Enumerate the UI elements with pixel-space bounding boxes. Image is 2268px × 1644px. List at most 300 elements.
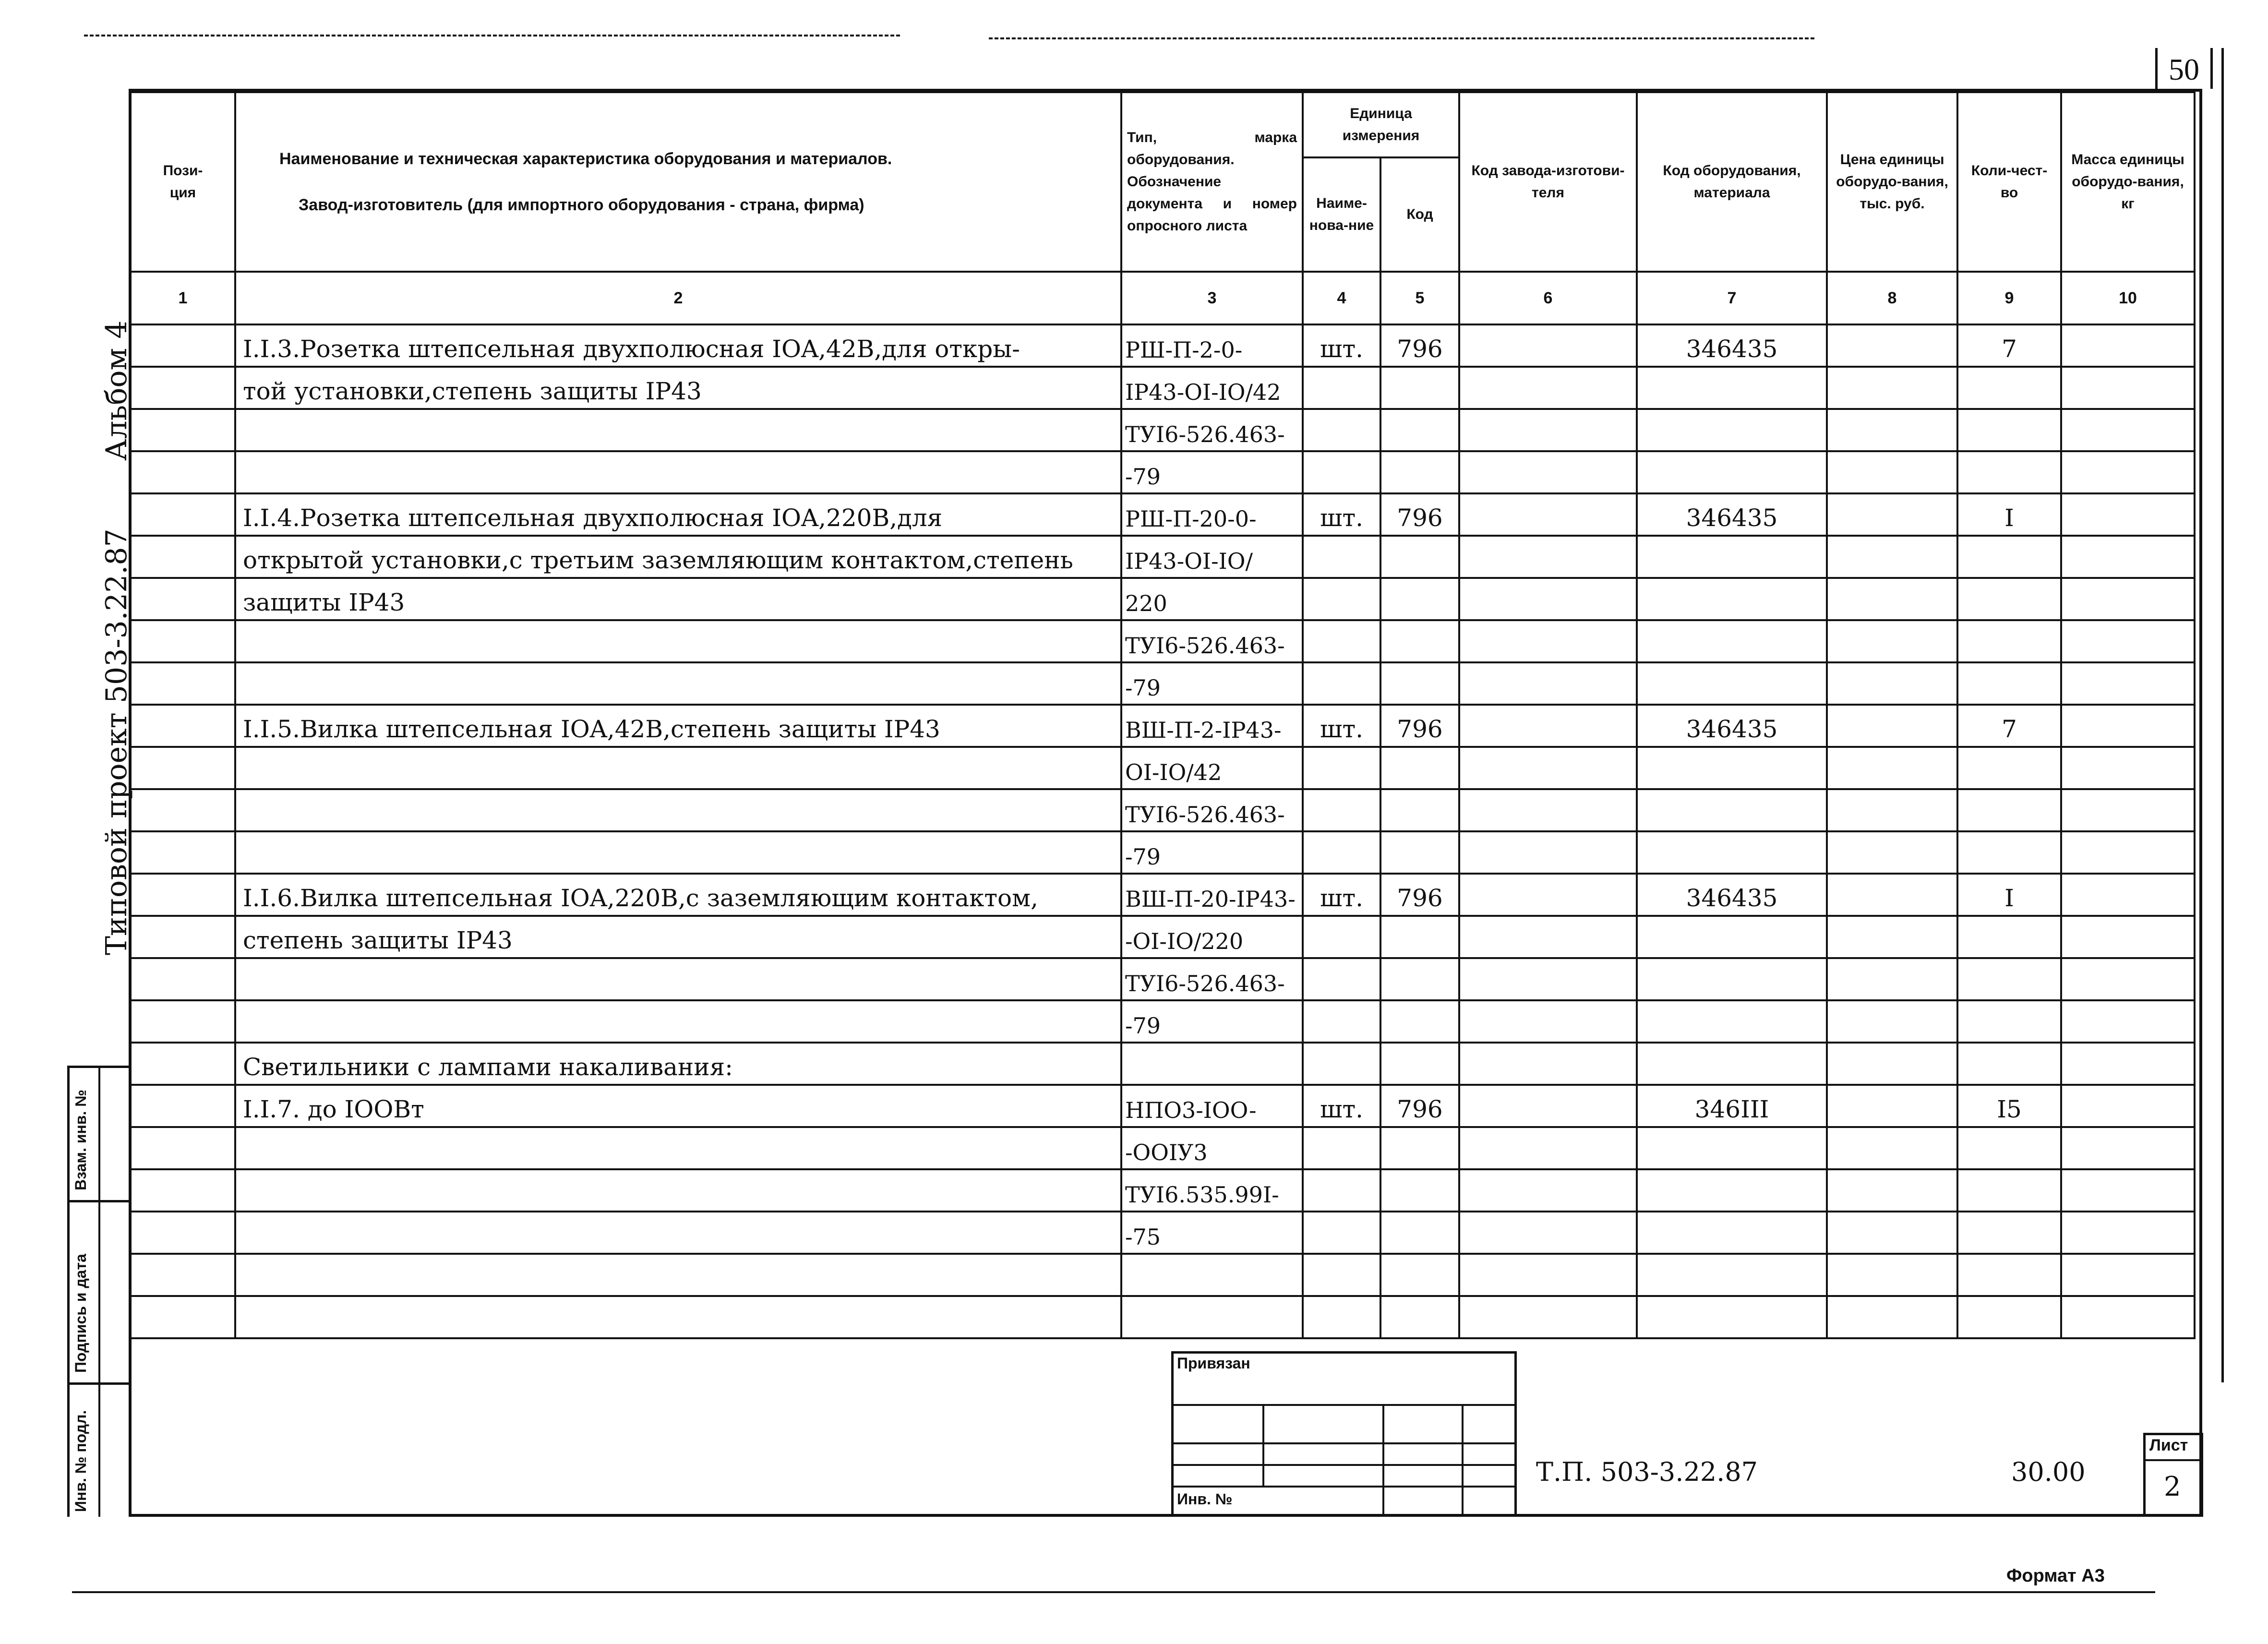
row-type: ВШ-П-20-IP43-	[1121, 874, 1303, 916]
header-unit: Единица измерения	[1303, 92, 1459, 157]
row-mass	[2061, 1169, 2195, 1212]
row-unit-code	[1380, 1127, 1459, 1169]
header-equipment-code: Код оборудования, материала	[1637, 92, 1827, 272]
row-price	[1827, 662, 1957, 705]
row-equipment-code	[1637, 1169, 1827, 1212]
row-type: OI-IO/42	[1121, 747, 1303, 789]
row-name: I.I.6.Вилка штепсельная IOA,220B,с заземляющим контактом,	[235, 874, 1121, 916]
row-name	[235, 620, 1121, 662]
row-mass	[2061, 705, 2195, 747]
row-unit: шт.	[1303, 705, 1380, 747]
row-position	[131, 1043, 235, 1085]
row-name	[235, 1254, 1121, 1296]
row-mass	[2061, 451, 2195, 493]
row-mass	[2061, 1254, 2195, 1296]
table-row	[131, 1212, 2195, 1254]
row-type: -79	[1121, 1000, 1303, 1043]
row-name	[235, 1169, 1121, 1212]
row-name: открытой установки,с третьим заземляющим контактом,степень	[235, 536, 1121, 578]
row-unit-code	[1380, 367, 1459, 409]
row-price	[1827, 536, 1957, 578]
row-equipment-code	[1637, 958, 1827, 1000]
row-type: -79	[1121, 831, 1303, 874]
row-type	[1121, 1043, 1303, 1085]
row-unit-code	[1380, 578, 1459, 620]
row-factory-code	[1459, 1169, 1637, 1212]
row-position	[131, 367, 235, 409]
row-quantity: I	[1957, 493, 2061, 536]
column-number: 1	[131, 272, 235, 324]
column-number: 7	[1637, 272, 1827, 324]
row-price	[1827, 578, 1957, 620]
row-unit	[1303, 367, 1380, 409]
row-mass	[2061, 831, 2195, 874]
row-equipment-code	[1637, 367, 1827, 409]
row-name	[235, 1127, 1121, 1169]
row-mass	[2061, 1127, 2195, 1169]
row-name	[235, 789, 1121, 831]
table-row	[131, 620, 2195, 662]
row-position	[131, 1169, 235, 1212]
row-equipment-code	[1637, 1127, 1827, 1169]
row-mass	[2061, 1212, 2195, 1254]
row-factory-code	[1459, 493, 1637, 536]
row-equipment-code	[1637, 536, 1827, 578]
header-name	[235, 92, 1121, 272]
row-type: 220	[1121, 578, 1303, 620]
row-factory-code	[1459, 1212, 1637, 1254]
row-unit-code	[1380, 1043, 1459, 1085]
row-equipment-code	[1637, 578, 1827, 620]
row-factory-code	[1459, 1043, 1637, 1085]
row-name	[235, 409, 1121, 451]
row-factory-code	[1459, 1085, 1637, 1127]
row-unit: шт.	[1303, 1085, 1380, 1127]
row-unit-code: 796	[1380, 705, 1459, 747]
row-position	[131, 1254, 235, 1296]
table-row	[131, 1169, 2195, 1212]
table-row	[131, 367, 2195, 409]
row-quantity	[1957, 916, 2061, 958]
row-unit	[1303, 1127, 1380, 1169]
header-quantity: Коли-чест-во	[1957, 92, 2061, 272]
stamp-line	[1171, 1464, 1517, 1466]
column-number: 10	[2061, 272, 2195, 324]
row-unit	[1303, 1000, 1380, 1043]
row-name: I.I.5.Вилка штепсельная IOA,42B,степень защиты IP43	[235, 705, 1121, 747]
row-quantity	[1957, 536, 2061, 578]
row-position	[131, 620, 235, 662]
stamp-sheet-code: 30.00	[2011, 1457, 2086, 1487]
row-mass	[2061, 536, 2195, 578]
row-equipment-code	[1637, 747, 1827, 789]
row-equipment-code	[1637, 662, 1827, 705]
header-type: Тип, марка оборудования. Обозначение документа и номер опросного листа	[1121, 92, 1303, 272]
header-factory-code: Код завода-изготови-теля	[1459, 92, 1637, 272]
table-row	[131, 958, 2195, 1000]
side-divider	[67, 1200, 129, 1202]
table-row	[131, 1043, 2195, 1085]
table-row	[131, 324, 2195, 367]
row-unit-code	[1380, 958, 1459, 1000]
row-equipment-code: 346435	[1637, 493, 1827, 536]
row-unit-code	[1380, 1254, 1459, 1296]
row-equipment-code: 346435	[1637, 874, 1827, 916]
row-factory-code	[1459, 789, 1637, 831]
row-position	[131, 1212, 235, 1254]
table-body	[131, 324, 2195, 1338]
row-name: I.I.4.Розетка штепсельная двухполюсная IOA,220B,для	[235, 493, 1121, 536]
row-unit-code	[1380, 747, 1459, 789]
row-equipment-code	[1637, 451, 1827, 493]
row-quantity	[1957, 958, 2061, 1000]
row-mass	[2061, 874, 2195, 916]
row-position	[131, 874, 235, 916]
row-unit	[1303, 578, 1380, 620]
row-factory-code	[1459, 324, 1637, 367]
table-row	[131, 662, 2195, 705]
row-position	[131, 916, 235, 958]
row-equipment-code	[1637, 409, 1827, 451]
column-number: 5	[1380, 272, 1459, 324]
row-quantity	[1957, 409, 2061, 451]
row-unit	[1303, 662, 1380, 705]
row-name	[235, 451, 1121, 493]
stamp-line	[1171, 1486, 1517, 1488]
table-row	[131, 747, 2195, 789]
row-name	[235, 1296, 1121, 1338]
row-unit-code	[1380, 916, 1459, 958]
stamp-attached-label: Привязан	[1177, 1355, 1250, 1372]
row-unit	[1303, 1254, 1380, 1296]
row-quantity	[1957, 747, 2061, 789]
row-name: I.I.3.Розетка штепсельная двухполюсная IOA,42B,для откры-	[235, 324, 1121, 367]
row-quantity	[1957, 1127, 2061, 1169]
row-quantity	[1957, 1296, 2061, 1338]
row-price	[1827, 620, 1957, 662]
row-name: Светильники с лампами накаливания:	[235, 1043, 1121, 1085]
row-mass	[2061, 747, 2195, 789]
row-equipment-code	[1637, 1296, 1827, 1338]
row-unit-code	[1380, 451, 1459, 493]
row-factory-code	[1459, 705, 1637, 747]
table-row	[131, 1000, 2195, 1043]
stamp-sheet-number: 2	[2164, 1471, 2181, 1502]
row-quantity	[1957, 620, 2061, 662]
row-quantity	[1957, 1169, 2061, 1212]
stamp-vline	[1382, 1404, 1384, 1517]
row-unit	[1303, 831, 1380, 874]
row-unit	[1303, 789, 1380, 831]
row-position	[131, 705, 235, 747]
row-price	[1827, 958, 1957, 1000]
row-unit-code	[1380, 1169, 1459, 1212]
row-type	[1121, 1296, 1303, 1338]
row-unit-code	[1380, 831, 1459, 874]
row-quantity: I5	[1957, 1085, 2061, 1127]
row-equipment-code	[1637, 1254, 1827, 1296]
row-mass	[2061, 1000, 2195, 1043]
row-mass	[2061, 662, 2195, 705]
header-price: Цена единицы оборудо-вания, тыс. руб.	[1827, 92, 1957, 272]
row-unit	[1303, 620, 1380, 662]
row-equipment-code	[1637, 1043, 1827, 1085]
row-price	[1827, 324, 1957, 367]
row-mass	[2061, 578, 2195, 620]
row-quantity	[1957, 1254, 2061, 1296]
row-unit-code	[1380, 1000, 1459, 1043]
column-number: 4	[1303, 272, 1380, 324]
header-position: Пози- ция	[131, 92, 235, 272]
row-unit-code	[1380, 789, 1459, 831]
row-quantity	[1957, 1000, 2061, 1043]
row-type	[1121, 1254, 1303, 1296]
row-unit-code	[1380, 1296, 1459, 1338]
row-type: ТУI6-526.463-	[1121, 958, 1303, 1000]
row-price	[1827, 493, 1957, 536]
row-position	[131, 324, 235, 367]
row-quantity	[1957, 1212, 2061, 1254]
row-price	[1827, 367, 1957, 409]
row-mass	[2061, 493, 2195, 536]
side-divider	[67, 1382, 129, 1385]
row-equipment-code	[1637, 789, 1827, 831]
right-edge-line	[2221, 48, 2224, 1382]
stamp-doc-code: Т.П. 503-3.22.87	[1536, 1457, 1758, 1487]
row-unit: шт.	[1303, 874, 1380, 916]
row-price	[1827, 1212, 1957, 1254]
row-position	[131, 662, 235, 705]
row-name: степень защиты IP43	[235, 916, 1121, 958]
row-type: -79	[1121, 662, 1303, 705]
row-mass	[2061, 367, 2195, 409]
table-row	[131, 451, 2195, 493]
row-name	[235, 662, 1121, 705]
side-divider	[67, 1066, 129, 1068]
row-factory-code	[1459, 1127, 1637, 1169]
row-type: РШ-П-2-0-	[1121, 324, 1303, 367]
side-label-sign: Подпись и дата	[72, 1254, 89, 1373]
side-album-title: Альбом 4	[100, 320, 133, 461]
stamp-line	[1171, 1442, 1517, 1444]
row-factory-code	[1459, 578, 1637, 620]
row-unit	[1303, 747, 1380, 789]
column-number: 3	[1121, 272, 1303, 324]
row-unit	[1303, 958, 1380, 1000]
row-quantity	[1957, 451, 2061, 493]
bottom-rule	[72, 1591, 2155, 1593]
row-factory-code	[1459, 958, 1637, 1000]
row-factory-code	[1459, 831, 1637, 874]
row-mass	[2061, 916, 2195, 958]
row-price	[1827, 747, 1957, 789]
top-rule-right	[989, 37, 1814, 39]
row-type: IP43-OI-IO/	[1121, 536, 1303, 578]
row-position	[131, 451, 235, 493]
row-equipment-code: 346III	[1637, 1085, 1827, 1127]
row-quantity: I	[1957, 874, 2061, 916]
row-price	[1827, 1169, 1957, 1212]
row-mass	[2061, 409, 2195, 451]
row-price	[1827, 1127, 1957, 1169]
row-unit-code: 796	[1380, 874, 1459, 916]
row-unit-code	[1380, 409, 1459, 451]
row-equipment-code	[1637, 1000, 1827, 1043]
stamp-sheet-label: Лист	[2149, 1436, 2188, 1454]
row-price	[1827, 916, 1957, 958]
row-type: ТУI6-526.463-	[1121, 789, 1303, 831]
row-quantity	[1957, 662, 2061, 705]
row-unit	[1303, 1043, 1380, 1085]
row-name: той установки,степень защиты IP43	[235, 367, 1121, 409]
row-equipment-code: 346435	[1637, 324, 1827, 367]
row-price	[1827, 1043, 1957, 1085]
row-position	[131, 1000, 235, 1043]
table-row	[131, 578, 2195, 620]
row-position	[131, 831, 235, 874]
row-unit-code: 796	[1380, 324, 1459, 367]
row-position	[131, 578, 235, 620]
row-equipment-code	[1637, 1212, 1827, 1254]
row-unit-code: 796	[1380, 493, 1459, 536]
row-price	[1827, 1254, 1957, 1296]
row-position	[131, 493, 235, 536]
row-mass	[2061, 789, 2195, 831]
row-type: РШ-П-20-0-	[1121, 493, 1303, 536]
row-type: ТУI6.535.99I-	[1121, 1169, 1303, 1212]
row-type: НПО3-IOO-	[1121, 1085, 1303, 1127]
side-label-inv-zam: Взам. инв. №	[72, 1090, 89, 1190]
row-factory-code	[1459, 451, 1637, 493]
row-quantity	[1957, 367, 2061, 409]
column-number: 8	[1827, 272, 1957, 324]
header-name-line1: Наименование и техническая характеристика оборудования и материалов.	[279, 150, 892, 168]
table-row	[131, 789, 2195, 831]
row-type: -OI-IO/220	[1121, 916, 1303, 958]
row-factory-code	[1459, 747, 1637, 789]
header-unit-code: Код	[1380, 157, 1459, 272]
row-unit: шт.	[1303, 324, 1380, 367]
column-number-row	[131, 272, 2195, 324]
row-name	[235, 747, 1121, 789]
header-mass: Масса единицы оборудо-вания, кг	[2061, 92, 2195, 272]
row-price	[1827, 409, 1957, 451]
row-unit	[1303, 451, 1380, 493]
row-position	[131, 409, 235, 451]
row-unit	[1303, 1212, 1380, 1254]
column-number: 2	[235, 272, 1121, 324]
row-price	[1827, 1000, 1957, 1043]
table-row	[131, 705, 2195, 747]
row-price	[1827, 1085, 1957, 1127]
row-equipment-code	[1637, 916, 1827, 958]
side-label-inv-podl: Инв. № подл.	[72, 1410, 89, 1512]
column-number: 9	[1957, 272, 2061, 324]
row-quantity: 7	[1957, 324, 2061, 367]
table-row	[131, 831, 2195, 874]
row-factory-code	[1459, 1296, 1637, 1338]
row-factory-code	[1459, 874, 1637, 916]
table-row	[131, 493, 2195, 536]
row-name	[235, 958, 1121, 1000]
row-name: защиты IP43	[235, 578, 1121, 620]
row-price	[1827, 1296, 1957, 1338]
stamp-line	[1171, 1404, 1517, 1406]
row-position	[131, 747, 235, 789]
row-mass	[2061, 620, 2195, 662]
row-name: I.I.7. до IOOВт	[235, 1085, 1121, 1127]
row-type: IP43-OI-IO/42	[1121, 367, 1303, 409]
row-position	[131, 1296, 235, 1338]
column-number: 6	[1459, 272, 1637, 324]
side-inner-line	[98, 1066, 100, 1517]
stamp-line	[2143, 1459, 2203, 1461]
row-position	[131, 536, 235, 578]
page-number: 50	[2155, 48, 2213, 89]
row-position	[131, 958, 235, 1000]
table-row	[131, 874, 2195, 916]
stamp-inv-label: Инв. №	[1177, 1490, 1233, 1508]
specification-table	[130, 91, 2196, 1339]
row-name	[235, 831, 1121, 874]
table-row	[131, 1254, 2195, 1296]
row-price	[1827, 705, 1957, 747]
row-equipment-code	[1637, 620, 1827, 662]
row-name	[235, 1000, 1121, 1043]
row-factory-code	[1459, 536, 1637, 578]
row-equipment-code	[1637, 831, 1827, 874]
row-type: ТУI6-526.463-	[1121, 620, 1303, 662]
stamp-vline	[1462, 1404, 1464, 1517]
row-type: -OOIУ3	[1121, 1127, 1303, 1169]
row-mass	[2061, 1085, 2195, 1127]
top-rule-left	[84, 35, 900, 36]
row-position	[131, 1085, 235, 1127]
table-row	[131, 916, 2195, 958]
row-mass	[2061, 324, 2195, 367]
row-unit-code	[1380, 662, 1459, 705]
row-unit	[1303, 536, 1380, 578]
row-quantity	[1957, 789, 2061, 831]
table-row	[131, 1085, 2195, 1127]
row-type: ВШ-П-2-IP43-	[1121, 705, 1303, 747]
table-row	[131, 1127, 2195, 1169]
row-factory-code	[1459, 1000, 1637, 1043]
row-factory-code	[1459, 409, 1637, 451]
row-factory-code	[1459, 662, 1637, 705]
row-unit	[1303, 1296, 1380, 1338]
row-type: ТУI6-526.463-	[1121, 409, 1303, 451]
row-equipment-code: 346435	[1637, 705, 1827, 747]
row-unit-code	[1380, 620, 1459, 662]
row-price	[1827, 789, 1957, 831]
row-factory-code	[1459, 367, 1637, 409]
row-factory-code	[1459, 916, 1637, 958]
row-mass	[2061, 1043, 2195, 1085]
row-factory-code	[1459, 620, 1637, 662]
row-unit-code	[1380, 1212, 1459, 1254]
row-mass	[2061, 1296, 2195, 1338]
stamp-vline	[1262, 1404, 1264, 1486]
row-factory-code	[1459, 1254, 1637, 1296]
header-name-line2: Завод-изготовитель (для импортного оборудования - страна, фирма)	[299, 196, 864, 214]
row-position	[131, 789, 235, 831]
row-name	[235, 1212, 1121, 1254]
row-price	[1827, 451, 1957, 493]
side-project-title: Типовой проект 503-3.22.87	[100, 528, 133, 955]
row-unit	[1303, 1169, 1380, 1212]
row-unit: шт.	[1303, 493, 1380, 536]
